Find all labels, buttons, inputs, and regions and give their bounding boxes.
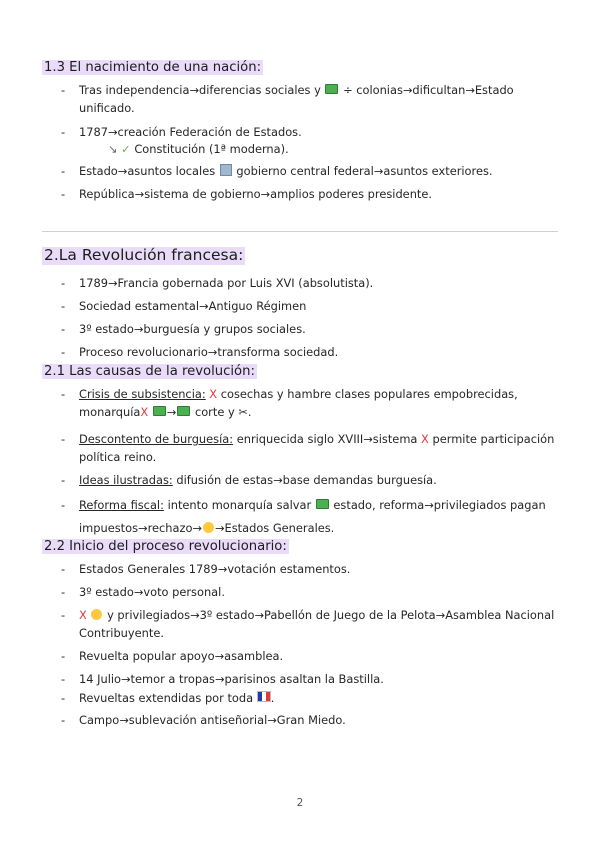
list-item: - 3º estado→burguesía y grupos sociales. [79, 320, 564, 338]
face-icon [203, 522, 214, 533]
france-flag-icon [257, 691, 271, 702]
list-subitem: ↘ ✓ Constitución (1ª moderna). [108, 142, 289, 156]
list-item: - Revuelta popular apoyo→asamblea. [79, 647, 564, 665]
list-item: - Tras independencia→diferencias sociales y ÷ colonias→dificultan→Estado unificado. [79, 81, 564, 117]
heading-2-1: 2.1 Las causas de la revolución: [44, 364, 255, 379]
page-number: 2 [296, 797, 304, 809]
chart-icon [220, 164, 232, 176]
list-item: - Estados Generales 1789→votación estamentos. [79, 560, 564, 578]
list-item: - Sociedad estamental→Antiguo Régimen [79, 297, 564, 315]
heading-1-3: 1.3 El nacimiento de una nación: [44, 60, 262, 75]
list-item: - Estado→asuntos locales gobierno central federal→asuntos exteriores. [79, 162, 564, 180]
list-item: - Campo→sublevación antiseñorial→Gran Miedo. [79, 711, 564, 729]
money-icon [325, 84, 338, 94]
list-item: - Revueltas extendidas por toda . [79, 689, 564, 707]
list-item: - 3º estado→voto personal. [79, 583, 564, 601]
list-item: - 1789→Francia gobernada por Luis XVI (absolutista). [79, 274, 564, 292]
list-item: - Reforma fiscal: intento monarquía salvar estado, reforma→privilegiados pagan impuestos→rechazo→ →Estados Generales. [79, 494, 564, 540]
list-item: - 1787→creación Federación de Estados. [79, 123, 564, 141]
heading-2: 2.La Revolución francesa: [44, 246, 244, 264]
list-item: - Proceso revolucionario→transforma sociedad. [79, 343, 564, 361]
heading-2-2: 2.2 Inicio del proceso revolucionario: [44, 539, 287, 554]
list-item: - Ideas ilustradas: difusión de estas→base demandas burguesía. [79, 471, 564, 489]
money-icon [153, 406, 166, 416]
list-item: - República→sistema de gobierno→amplios poderes presidente. [79, 185, 564, 203]
list-item: - 14 Julio→temor a tropas→parisinos asaltan la Bastilla. [79, 670, 564, 688]
money-icon [177, 406, 190, 416]
list-item: - Descontento de burguesía: enriquecida siglo XVIII→sistema X permite participación política reino. [79, 430, 564, 466]
face-icon [91, 609, 102, 620]
cross-icon: X [421, 432, 429, 446]
list-item: - Crisis de subsistencia: X cosechas y hambre clases populares empobrecidas, monarquíaX → corte y ✂. [79, 385, 564, 421]
arrow-down-right-icon: ↘ [108, 142, 118, 156]
cross-icon: X [140, 405, 149, 419]
divider [42, 231, 558, 232]
list-item: - X y privilegiados→3º estado→Pabellón de Juego de la Pelota→Asamblea Nacional Contribuyente. [79, 606, 564, 642]
check-icon: ✓ [121, 142, 131, 156]
cross-icon: X [209, 387, 218, 401]
scissors-icon: ✂ [238, 405, 248, 419]
cross-icon: X [79, 608, 87, 622]
money-icon [316, 499, 329, 509]
